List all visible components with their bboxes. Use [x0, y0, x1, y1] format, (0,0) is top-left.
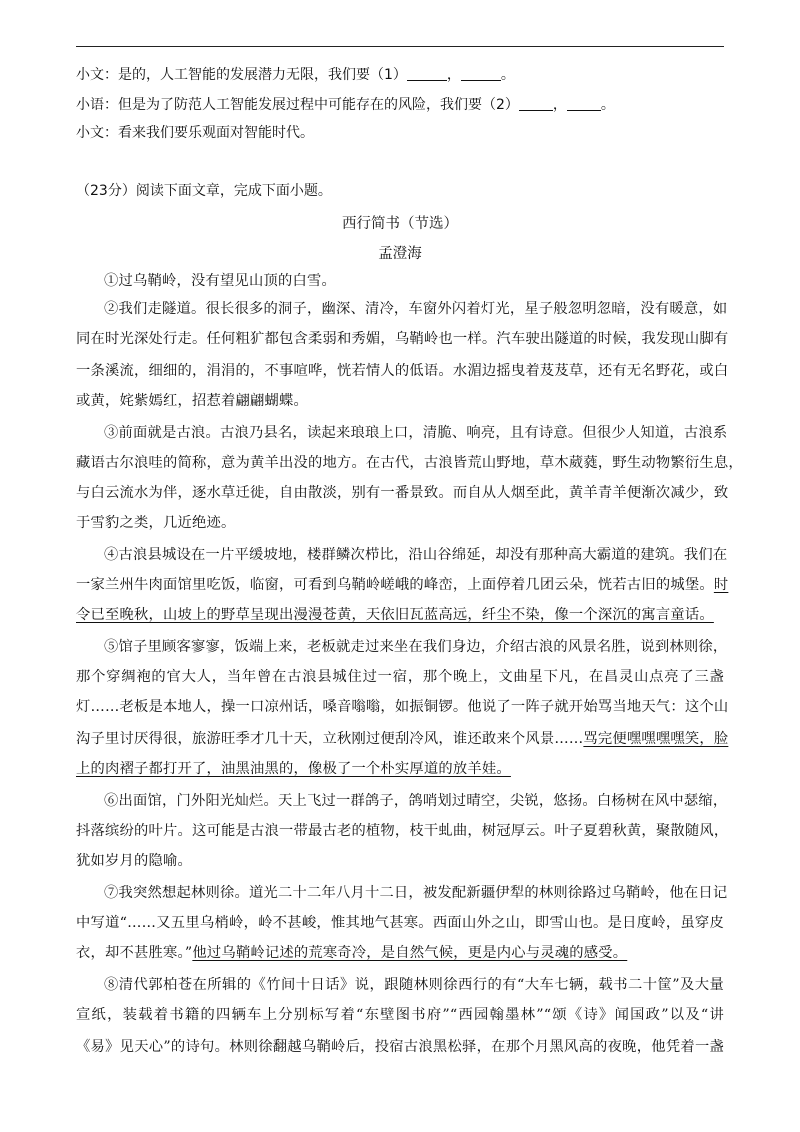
article-text: 沟子里讨厌得很，旅游旺季才几十天，立秋刚过便刮冷风，谁还敢来个风景……: [76, 731, 584, 747]
answer-blank[interactable]: [461, 66, 501, 81]
underlined-sentence: 骂完便嘿嘿嘿嘿笑，脸: [583, 731, 729, 747]
article-line: 犹如岁月的隐喻。: [76, 853, 192, 869]
article-line: ⑥出面馆，门外阳光灿烂。天上飞过一群鸽子，鸽哨划过晴空，尖锐，悠扬。白杨树在风中瑟缩，: [104, 793, 728, 809]
answer-blank[interactable]: [567, 96, 601, 111]
answer-blank[interactable]: [407, 66, 447, 81]
article-title: 西行简书（节选）: [342, 216, 458, 232]
article-line: ⑤馆子里顾客寥寥，饭端上来，老板就走过来坐在我们身边，介绍古浪的风景名胜，说到林则徐，: [104, 639, 728, 655]
question-prompt: （23分）阅读下面文章，完成下面小题。: [76, 183, 332, 199]
article-line: ①过乌鞘岭，没有望见山顶的白雪。: [104, 273, 336, 289]
article-line: ⑦我突然想起林则徐。道光二十二年八月十二日，被发配新疆伊犁的林则徐路过乌鞘岭，他在日记: [104, 885, 728, 901]
article-line: 中写道“……又五里乌梢岭，岭不甚峻，惟其地气甚寒。西面山外之山，即雪山也。是日度岭，虽穿皮: [76, 915, 724, 931]
article-line: ②我们走隧道。很长很多的洞子，幽深、清冷，车窗外闪着灯光，星子般忽明忽暗，没有暖意，如: [104, 301, 728, 317]
article-line: 抖落缤纷的叶片。这可能是古浪一带最古老的植物，枝干虬曲，树冠厚云。叶子夏碧秋黄，聚散随风，: [76, 823, 729, 839]
underlined-sentence: 令已至晚秋，山坡上的野草呈现出漫漫苍黄，天依旧瓦蓝高远，纤尘不染，像一个深沉的寓言童话。: [76, 607, 714, 623]
dialog-text: ，: [446, 67, 461, 83]
article-text: 一家兰州牛肉面馆里吃饭，临窗，可看到乌鞘岭嵯峨的峰峦，上面停着几团云朵，恍若古旧的城堡。: [76, 577, 714, 593]
article-line: 于雪豹之类，几近绝迹。: [76, 515, 236, 531]
dialog-text: 小文：是的，人工智能的发展潜力无限，我们要（1）: [76, 67, 407, 83]
article-line: 与白云流水为伴，逐水草迁徙，自由散淡，别有一番景致。而自从人烟至此，黄羊青羊便渐次减少，致: [76, 485, 729, 501]
article-line: 《易》见天心”的诗句。林则徐翻越乌鞘岭后，投宿古浪黑松驿，在那个月黑风高的夜晚，他凭着一盏: [76, 1039, 724, 1055]
dialog-line-1: [76, 64, 515, 84]
dialog-text: 。: [500, 67, 515, 83]
article-line: 一条溪流，细细的，涓涓的，不事喧哗，恍若情人的低语。水湄边摇曳着芨芨草，还有无名野花，或白: [76, 363, 729, 379]
article-line: 那个穿绸袍的官大人，当年曾在古浪县城住过一宿，那个晚上，文曲星下凡，在昌灵山点亮了三盏: [76, 669, 724, 685]
dialog-line-2: [76, 94, 615, 114]
article-line: ⑧清代郭柏苍在所辑的《竹间十日话》说，跟随林则徐西行的有“大车七辆，载书二十筐”及大量: [104, 977, 724, 993]
article-line: [76, 728, 729, 748]
article-author: 孟澄海: [378, 246, 422, 262]
answer-blank[interactable]: [519, 96, 553, 111]
underlined-sentence: 他过乌鞘岭记述的荒寒奇冷，是自然气候，更是内心与灵魂的感受。: [192, 945, 628, 961]
article-line: 同在时光深处行走。任何粗犷都包含柔弱和秀媚，乌鞘岭也一样。汽车驶出隧道的时候，我发现山脚有: [76, 331, 729, 347]
dialog-text: ，: [552, 97, 567, 113]
article-text: 衣，却不甚胜寒。”: [76, 945, 193, 961]
dialog-line-3: 小文：看来我们要乐观面对智能时代。: [76, 125, 314, 141]
dialog-text: 小语：但是为了防范人工智能发展过程中可能存在的风险，我们要（2）: [76, 97, 519, 113]
article-line: [76, 942, 724, 962]
article-line: 藏语古尔浪哇的简称，意为黄羊出没的地方。在古代，古浪皆荒山野地，草木葳蕤，野生动物繁衍生息，: [76, 455, 743, 471]
article-line: ③前面就是古浪。古浪乃县名，读起来琅琅上口，清脆、响亮，且有诗意。但很少人知道，古浪系: [104, 425, 728, 441]
underlined-sentence: 时: [713, 577, 729, 593]
top-rule: [76, 46, 724, 47]
article-line: ④古浪县城设在一片平缓坡地，楼群鳞次栉比，沿山谷绵延，却没有那种高大霸道的建筑。我们在: [104, 547, 728, 563]
article-line: [76, 574, 729, 594]
article-line: 灯……老板是本地人，操一口凉州话，嗓音嗡嗡，如振铜锣。他说了一阵子就开始骂当地天气：这个山: [76, 699, 729, 715]
article-line: 宣纸，装载着书籍的四辆车上分别标写着“东壁图书府”“西园翰墨林”“颂《诗》闻国政”以及“讲: [76, 1007, 724, 1023]
article-line: 或黄，姹紫嫣红，招惹着翩翩蝴蝶。: [76, 393, 308, 409]
dialog-text: 。: [600, 97, 615, 113]
underlined-sentence: 上的肉褶子都打开了，油黑油黑的，像极了一个朴实厚道的放羊娃。: [76, 761, 511, 777]
